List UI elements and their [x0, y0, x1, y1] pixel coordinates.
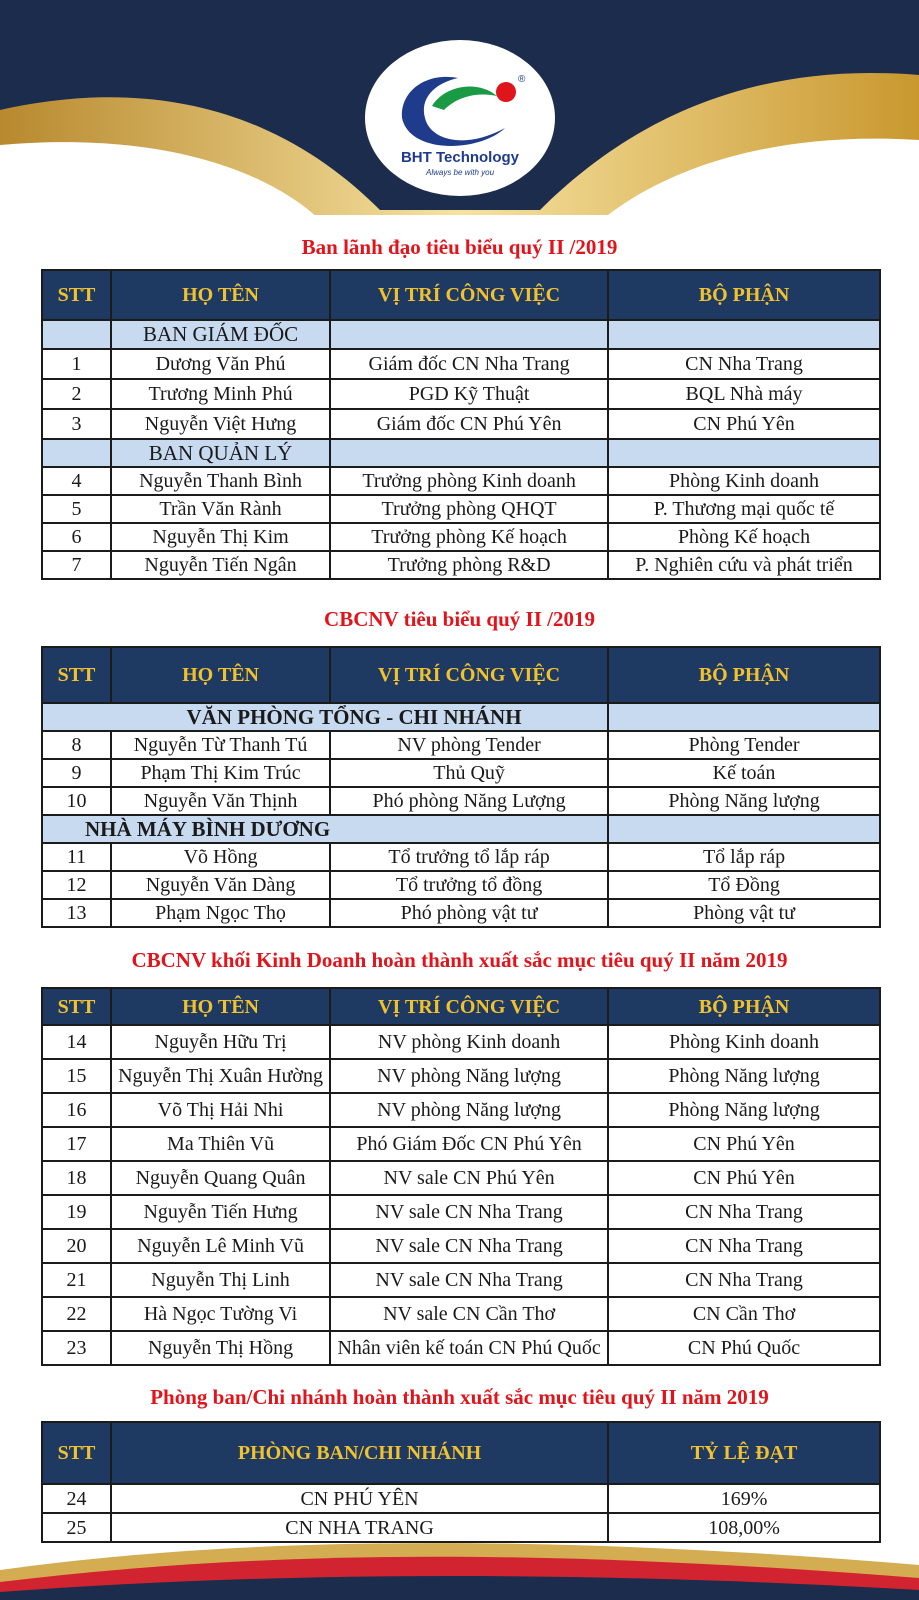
cell-stt: 21 — [42, 1263, 111, 1297]
col-header: STT — [42, 988, 111, 1025]
table-header-row — [42, 988, 880, 1025]
cell-name: Nguyễn Văn Thịnh — [111, 787, 330, 815]
cell-name: Nguyễn Thị Xuân Hường — [111, 1059, 330, 1093]
table-header-row — [42, 647, 880, 703]
leadership-table — [41, 269, 881, 580]
cell-name: Nguyễn Việt Hưng — [111, 409, 330, 439]
cell-department: CN Phú Quốc — [608, 1331, 880, 1365]
cell-stt: 7 — [42, 551, 111, 579]
cell-name: Nguyễn Tiến Ngân — [111, 551, 330, 579]
cell-stt: 8 — [42, 731, 111, 759]
section-title: CBCNV khối Kinh Doanh hoàn thành xuất sắc mục tiêu quý II năm 2019 — [131, 948, 788, 972]
group-label: VĂN PHÒNG TỔNG - CHI NHÁNH — [42, 703, 608, 731]
cell-name: Ma Thiên Vũ — [111, 1127, 330, 1161]
table-row — [42, 1484, 880, 1513]
cell-stt: 16 — [42, 1093, 111, 1127]
cell-name: Phạm Ngọc Thọ — [111, 899, 330, 927]
cell-department: P. Thương mại quốc tế — [608, 495, 880, 523]
cell-position: NV phòng Kinh doanh — [330, 1025, 608, 1059]
cell-name: Hà Ngọc Tường Vi — [111, 1297, 330, 1331]
cell-stt: 24 — [42, 1484, 111, 1513]
cell-department: Phòng Tender — [608, 731, 880, 759]
cell-stt: 18 — [42, 1161, 111, 1195]
cell-position: NV phòng Năng lượng — [330, 1093, 608, 1127]
cell-name: Nguyễn Hữu Trị — [111, 1025, 330, 1059]
cell-name: Nguyễn Từ Thanh Tú — [111, 731, 330, 759]
logo-registered-mark: ® — [518, 74, 526, 85]
table-row — [42, 731, 880, 759]
logo-tagline: Always be with you — [425, 168, 495, 177]
sales-table — [41, 987, 881, 1366]
cell-stt: 1 — [42, 349, 111, 379]
cell-stt: 4 — [42, 467, 111, 495]
cell-stt: 5 — [42, 495, 111, 523]
cell-position: Trưởng phòng Kế hoạch — [330, 523, 608, 551]
col-header: VỊ TRÍ CÔNG VIỆC — [330, 988, 608, 1025]
cell-department: Tổ lắp ráp — [608, 843, 880, 871]
footer-banner — [0, 1530, 919, 1600]
cell-department: Phòng vật tư — [608, 899, 880, 927]
cell-position: NV sale CN Phú Yên — [330, 1161, 608, 1195]
table-row — [42, 1229, 880, 1263]
col-header: BỘ PHẬN — [608, 988, 880, 1025]
group-row — [42, 815, 880, 843]
col-header: BỘ PHẬN — [608, 647, 880, 703]
cell-name: Nguyễn Văn Dàng — [111, 871, 330, 899]
cell-name: Nguyễn Thị Linh — [111, 1263, 330, 1297]
cell-department: Phòng Năng lượng — [608, 1093, 880, 1127]
group-label: BAN QUẢN LÝ — [111, 439, 330, 467]
cell-name: Trần Văn Rành — [111, 495, 330, 523]
table-row — [42, 787, 880, 815]
cell-department: CN Phú Yên — [608, 409, 880, 439]
cell-position: Phó phòng vật tư — [330, 899, 608, 927]
table-row — [42, 495, 880, 523]
cell-stt: 6 — [42, 523, 111, 551]
col-header: PHÒNG BAN/CHI NHÁNH — [111, 1422, 608, 1484]
table-row — [42, 899, 880, 927]
cell-name: Nguyễn Thị Hồng — [111, 1331, 330, 1365]
cell-department: Kế toán — [608, 759, 880, 787]
cell-stt: 19 — [42, 1195, 111, 1229]
cell-position: Trưởng phòng QHQT — [330, 495, 608, 523]
col-header: TỶ LỆ ĐẠT — [608, 1422, 880, 1484]
cell-department: CN Nha Trang — [608, 349, 880, 379]
header-banner — [0, 0, 919, 230]
cell-position: PGD Kỹ Thuật — [330, 379, 608, 409]
cell-department: Phòng Năng lượng — [608, 787, 880, 815]
cell-name: Nguyễn Quang Quân — [111, 1161, 330, 1195]
cell-department: CN Nha Trang — [608, 1229, 880, 1263]
table-row — [42, 1161, 880, 1195]
table-row — [42, 759, 880, 787]
table-row — [42, 1297, 880, 1331]
cell-department: Tổ Đồng — [608, 871, 880, 899]
cell-department: Phòng Kinh doanh — [608, 467, 880, 495]
cell-stt: 3 — [42, 409, 111, 439]
cell-name: Nguyễn Thị Kim — [111, 523, 330, 551]
cell-department: Phòng Kinh doanh — [608, 1025, 880, 1059]
table-row — [42, 349, 880, 379]
cell-rate: 169% — [608, 1484, 880, 1513]
table-row — [42, 1059, 880, 1093]
cell-position: Phó phòng Năng Lượng — [330, 787, 608, 815]
cell-department: BQL Nhà máy — [608, 379, 880, 409]
col-header: VỊ TRÍ CÔNG VIỆC — [330, 647, 608, 703]
table-row — [42, 523, 880, 551]
table-row — [42, 379, 880, 409]
cell-name: Trương Minh Phú — [111, 379, 330, 409]
col-header: STT — [42, 270, 111, 320]
cell-stt: 20 — [42, 1229, 111, 1263]
col-header: STT — [42, 647, 111, 703]
cell-stt: 9 — [42, 759, 111, 787]
table-row — [42, 1025, 880, 1059]
cell-department: CN Cần Thơ — [608, 1297, 880, 1331]
cell-department: CN Nha Trang — [608, 1263, 880, 1297]
table-row — [42, 843, 880, 871]
cell-stt: 10 — [42, 787, 111, 815]
cell-department: CN Nha Trang — [608, 1195, 880, 1229]
cell-name: Nguyễn Thanh Bình — [111, 467, 330, 495]
cell-department: Phòng Kế hoạch — [608, 523, 880, 551]
cell-position: Tổ trưởng tổ đồng — [330, 871, 608, 899]
cell-position: Nhân viên kế toán CN Phú Quốc — [330, 1331, 608, 1365]
cell-stt: 12 — [42, 871, 111, 899]
col-header: BỘ PHẬN — [608, 270, 880, 320]
cell-name: Nguyễn Lê Minh Vũ — [111, 1229, 330, 1263]
group-label: BAN GIÁM ĐỐC — [111, 320, 330, 349]
cell-stt: 15 — [42, 1059, 111, 1093]
cell-stt: 25 — [42, 1513, 111, 1542]
table-row — [42, 409, 880, 439]
cell-position: Phó Giám Đốc CN Phú Yên — [330, 1127, 608, 1161]
group-row — [42, 320, 880, 349]
cell-position: Trưởng phòng R&D — [330, 551, 608, 579]
cell-position: Trưởng phòng Kinh doanh — [330, 467, 608, 495]
cell-position: Giám đốc CN Phú Yên — [330, 409, 608, 439]
table-row — [42, 871, 880, 899]
cell-stt: 17 — [42, 1127, 111, 1161]
col-header: HỌ TÊN — [111, 270, 330, 320]
staff-table — [41, 646, 881, 928]
cell-position: NV phòng Tender — [330, 731, 608, 759]
cell-position: NV sale CN Nha Trang — [330, 1229, 608, 1263]
group-label: NHÀ MÁY BÌNH DƯƠNG — [42, 815, 608, 843]
department-table — [41, 1421, 881, 1543]
section-title: Phòng ban/Chi nhánh hoàn thành xuất sắc mục tiêu quý II năm 2019 — [150, 1385, 769, 1409]
cell-name: Nguyễn Tiến Hưng — [111, 1195, 330, 1229]
table-row — [42, 1331, 880, 1365]
section-title: Ban lãnh đạo tiêu biểu quý II /2019 — [301, 235, 618, 259]
col-header: HỌ TÊN — [111, 988, 330, 1025]
col-header: HỌ TÊN — [111, 647, 330, 703]
cell-name: Võ Hồng — [111, 843, 330, 871]
cell-position: Tổ trưởng tổ lắp ráp — [330, 843, 608, 871]
cell-position: Giám đốc CN Nha Trang — [330, 349, 608, 379]
col-header: VỊ TRÍ CÔNG VIỆC — [330, 270, 608, 320]
cell-branch: CN NHA TRANG — [111, 1513, 608, 1542]
cell-name: Phạm Thị Kim Trúc — [111, 759, 330, 787]
table-row — [42, 1127, 880, 1161]
cell-position: NV phòng Năng lượng — [330, 1059, 608, 1093]
group-row — [42, 439, 880, 467]
cell-department: P. Nghiên cứu và phát triển — [608, 551, 880, 579]
cell-stt: 22 — [42, 1297, 111, 1331]
table-row — [42, 1195, 880, 1229]
section-title: CBCNV tiêu biểu quý II /2019 — [324, 607, 595, 631]
table-row — [42, 1263, 880, 1297]
col-header: STT — [42, 1422, 111, 1484]
table-row — [42, 467, 880, 495]
cell-department: CN Phú Yên — [608, 1127, 880, 1161]
cell-position: NV sale CN Cần Thơ — [330, 1297, 608, 1331]
cell-stt: 13 — [42, 899, 111, 927]
table-header-row — [42, 270, 880, 320]
cell-stt: 23 — [42, 1331, 111, 1365]
cell-name: Võ Thị Hải Nhi — [111, 1093, 330, 1127]
cell-stt: 11 — [42, 843, 111, 871]
group-row — [42, 703, 880, 731]
cell-name: Dương Văn Phú — [111, 349, 330, 379]
logo-brand-name: BHT Technology — [400, 149, 520, 166]
cell-position: NV sale CN Nha Trang — [330, 1195, 608, 1229]
cell-branch: CN PHÚ YÊN — [111, 1484, 608, 1513]
cell-department: Phòng Năng lượng — [608, 1059, 880, 1093]
cell-rate: 108,00% — [608, 1513, 880, 1542]
table-row — [42, 1093, 880, 1127]
cell-stt: 2 — [42, 379, 111, 409]
table-row — [42, 551, 880, 579]
cell-position: Thủ Quỹ — [330, 759, 608, 787]
cell-department: CN Phú Yên — [608, 1161, 880, 1195]
cell-position: NV sale CN Nha Trang — [330, 1263, 608, 1297]
cell-stt: 14 — [42, 1025, 111, 1059]
table-header-row — [42, 1422, 880, 1484]
